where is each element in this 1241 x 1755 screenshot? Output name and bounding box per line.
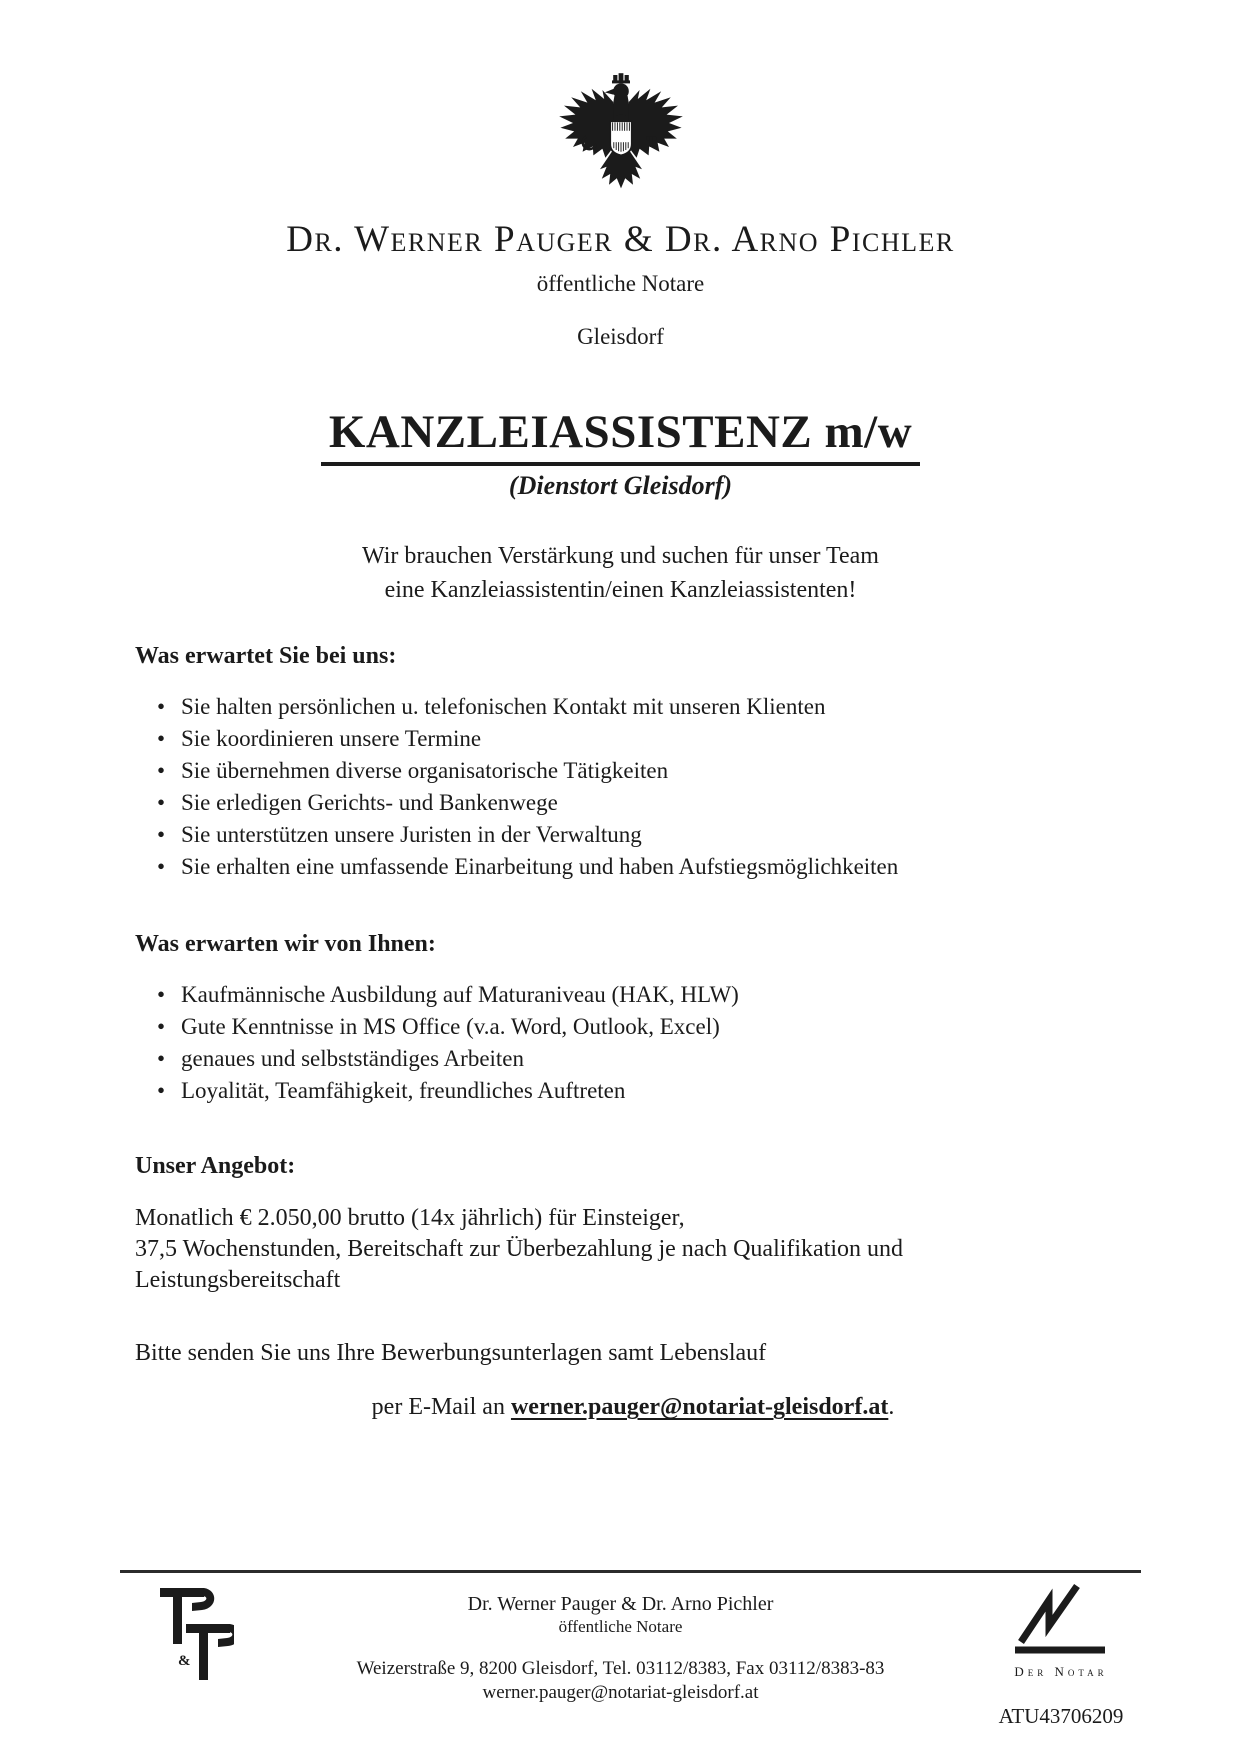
intro-line-2: eine Kanzleiassistentin/einen Kanzleiassistenten! bbox=[384, 577, 857, 604]
section-heading-offer: Unser Angebot: bbox=[135, 1153, 296, 1180]
austrian-eagle-icon bbox=[555, 72, 687, 204]
firm-subtitle: öffentliche Notare bbox=[536, 271, 705, 296]
der-notar-logo-icon bbox=[1013, 1580, 1109, 1658]
bullet-icon: • bbox=[157, 1046, 166, 1072]
list-item bbox=[157, 851, 1131, 883]
requirements-list bbox=[135, 979, 1131, 1107]
footer-firm-subtitle: öffentliche Notare bbox=[558, 1617, 683, 1636]
bullet-icon: • bbox=[157, 1014, 166, 1040]
bullet-icon: • bbox=[157, 1078, 166, 1104]
vat-id: ATU43706209 bbox=[998, 1704, 1124, 1728]
list-item-text: Gute Kenntnisse in MS Office (v.a. Word, Outlook, Excel) bbox=[181, 1014, 720, 1040]
list-item bbox=[157, 755, 1131, 787]
footer-address: Weizerstraße 9, 8200 Gleisdorf, Tel. 03112/8383, Fax 03112/8383-83 bbox=[356, 1658, 885, 1679]
offer-line-1: Monatlich € 2.050,00 brutto (14x jährlich) für Einsteiger, bbox=[135, 1205, 685, 1232]
list-item bbox=[157, 723, 1131, 755]
list-item-text: Sie erhalten eine umfassende Einarbeitung und haben Aufstiegsmöglichkeiten bbox=[181, 854, 899, 880]
job-title-wrap bbox=[0, 408, 1241, 466]
email-line bbox=[135, 1394, 1131, 1421]
list-item bbox=[157, 1043, 1131, 1075]
list-item-text: Sie übernehmen diverse organisatorische Tätigkeiten bbox=[181, 758, 669, 784]
list-item-text: Sie erledigen Gerichts- und Bankenwege bbox=[181, 790, 558, 816]
footer-firm-name: Dr. Werner Pauger & Dr. Arno Pichler bbox=[467, 1593, 774, 1615]
bullet-icon: • bbox=[157, 854, 166, 880]
footer-right-block bbox=[973, 1580, 1149, 1729]
offer-paragraph bbox=[135, 1203, 1131, 1296]
list-item bbox=[157, 1075, 1131, 1107]
section-heading-requirements: Was erwarten wir von Ihnen: bbox=[135, 931, 436, 958]
svg-text:&: & bbox=[178, 1653, 191, 1669]
email-suffix: . bbox=[888, 1394, 895, 1421]
bullet-icon: • bbox=[157, 790, 166, 816]
austrian-eagle-emblem bbox=[0, 0, 1241, 204]
job-subtitle: (Dienstort Gleisdorf) bbox=[508, 471, 733, 501]
bullet-icon: • bbox=[157, 726, 166, 752]
list-item bbox=[157, 691, 1131, 723]
list-item-text: genaues und selbstständiges Arbeiten bbox=[181, 1046, 525, 1072]
list-item bbox=[157, 979, 1131, 1011]
der-notar-caption: Der Notar bbox=[1014, 1664, 1108, 1679]
application-email-link[interactable]: werner.pauger@notariat-gleisdorf.at bbox=[510, 1394, 889, 1421]
email-prefix: per E-Mail an bbox=[371, 1394, 511, 1421]
job-title: KANZLEIASSISTENZ m/w bbox=[321, 408, 920, 466]
list-item bbox=[157, 819, 1131, 851]
bullet-icon: • bbox=[157, 822, 166, 848]
list-item bbox=[157, 1011, 1131, 1043]
bullet-icon: • bbox=[157, 758, 166, 784]
bullet-icon: • bbox=[157, 694, 166, 720]
firm-location: Gleisdorf bbox=[577, 324, 664, 349]
footer-divider bbox=[120, 1570, 1141, 1573]
section-heading-expectations: Was erwartet Sie bei uns: bbox=[135, 643, 397, 670]
list-item-text: Sie unterstützen unsere Juristen in der Verwaltung bbox=[181, 822, 642, 848]
intro-line-1: Wir brauchen Verstärkung und suchen für unser Team bbox=[362, 543, 879, 570]
list-item-text: Sie koordinieren unsere Termine bbox=[181, 726, 482, 752]
offer-line-2: 37,5 Wochenstunden, Bereitschaft zur Überbezahlung je nach Qualifikation und bbox=[135, 1236, 904, 1263]
offer-line-3: Leistungsbereitschaft bbox=[135, 1267, 341, 1294]
list-item-text: Loyalität, Teamfähigkeit, freundliches Auftreten bbox=[181, 1078, 626, 1104]
intro-paragraph bbox=[0, 539, 1241, 607]
list-item-text: Kaufmännische Ausbildung auf Maturaniveau (HAK, HLW) bbox=[181, 982, 739, 1008]
body-content bbox=[135, 641, 1131, 1421]
closing-request: Bitte senden Sie uns Ihre Bewerbungsunterlagen samt Lebenslauf bbox=[135, 1340, 767, 1367]
footer-email: werner.pauger@notariat-gleisdorf.at bbox=[482, 1682, 759, 1703]
list-item bbox=[157, 787, 1131, 819]
firm-name: Dr. Werner Pauger & Dr. Arno Pichler bbox=[286, 219, 955, 260]
expectations-list bbox=[135, 691, 1131, 883]
bullet-icon: • bbox=[157, 982, 166, 1008]
list-item-text: Sie halten persönlichen u. telefonischen Kontakt mit unseren Klienten bbox=[181, 694, 826, 720]
